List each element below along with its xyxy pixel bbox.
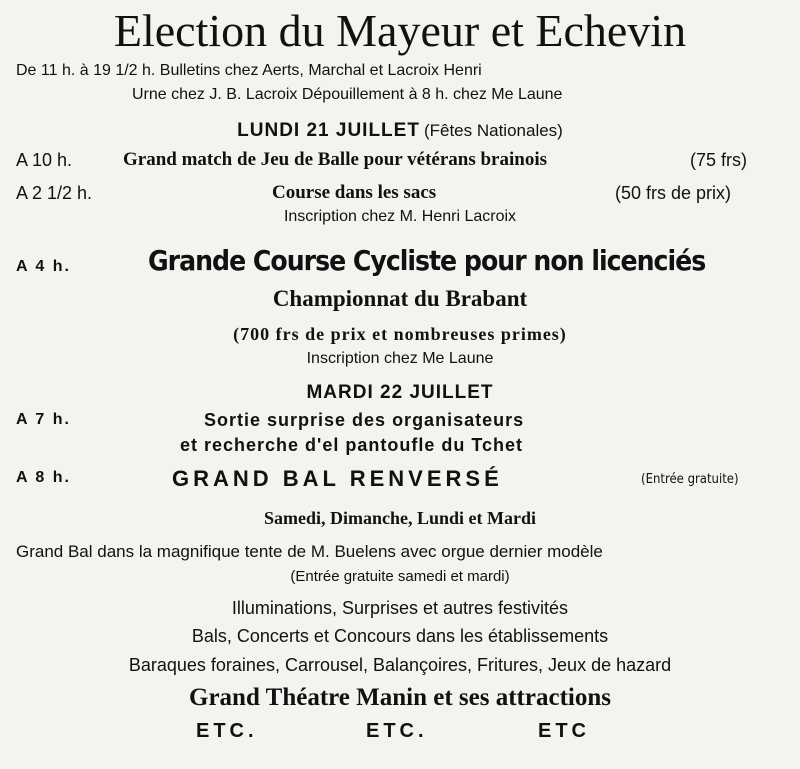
monday-event-1-prize: (75 frs) — [690, 150, 748, 170]
monday-heading: LUNDI 21 JUILLET — [237, 120, 420, 141]
tuesday-event-2-text: GRAND BAL RENVERSÉ — [172, 466, 503, 491]
theatre: Grand Théatre Manin et ses attractions — [189, 684, 611, 711]
weekend-days: Samedi, Dimanche, Lundi et Mardi — [263, 508, 536, 528]
tuesday-event-1-line-1: Sortie surprise des organisateurs — [204, 410, 525, 430]
monday-heading-line — [0, 120, 800, 142]
header-line-2: Urne chez J. B. Lacroix Dépouillement à 8 h. chez Me Laune — [132, 86, 563, 103]
monday-event-3-sub-3: Inscription chez Me Laune — [306, 350, 494, 367]
extras-line-3: Baraques foraines, Carrousel, Balançoires, Fritures, Jeux de hazard — [128, 655, 672, 675]
monday-event-1-text: Grand match de Jeu de Balle pour vétérans brainois — [123, 149, 547, 170]
etc-1: ETC. — [196, 720, 258, 742]
etc-3: ETC — [538, 720, 590, 742]
etc-2: ETC. — [366, 720, 428, 742]
monday-event-2-sub: Inscription chez M. Henri Lacroix — [283, 208, 517, 225]
tuesday-event-1-line-2: et recherche d'el pantoufle du Tchet — [180, 435, 524, 455]
monday-event-3-sub-1: Championnat du Brabant — [272, 286, 528, 311]
extras-line-2: Bals, Concerts et Concours dans les établissements — [191, 626, 609, 646]
monday-event-3-title: Grande Course Cycliste pour non licenciés — [148, 244, 706, 277]
monday-event-1-time: A 10 h. — [16, 150, 73, 170]
weekend-bal-note: (Entrée gratuite samedi et mardi) — [290, 568, 510, 585]
monday-event-3-sub-2: (700 frs de prix et nombreuses primes) — [233, 324, 567, 344]
monday-event-2-prize: (50 frs de prix) — [615, 183, 732, 203]
page-title: Election du Mayeur et Echevin — [113, 5, 687, 56]
tuesday-event-2-time: A 8 h. — [16, 469, 71, 486]
monday-event-2-text: Course dans les sacs — [272, 182, 437, 203]
monday-event-3-time: A 4 h. — [16, 258, 71, 275]
tuesday-event-1-time: A 7 h. — [16, 411, 71, 428]
header-line-1: De 11 h. à 19 1/2 h. Bulletins chez Aerts, Marchal et Lacroix Henri — [16, 62, 482, 79]
tuesday-event-2-note: (Entrée gratuite) — [641, 472, 739, 487]
monday-heading-note: (Fêtes Nationales) — [423, 121, 563, 140]
extras-line-1: Illuminations, Surprises et autres festivités — [231, 598, 569, 618]
weekend-bal: Grand Bal dans la magnifique tente de M. Buelens avec orgue dernier modèle — [16, 542, 603, 561]
monday-event-2-time: A 2 1/2 h. — [16, 183, 93, 203]
tuesday-heading: MARDI 22 JUILLET — [306, 382, 494, 403]
